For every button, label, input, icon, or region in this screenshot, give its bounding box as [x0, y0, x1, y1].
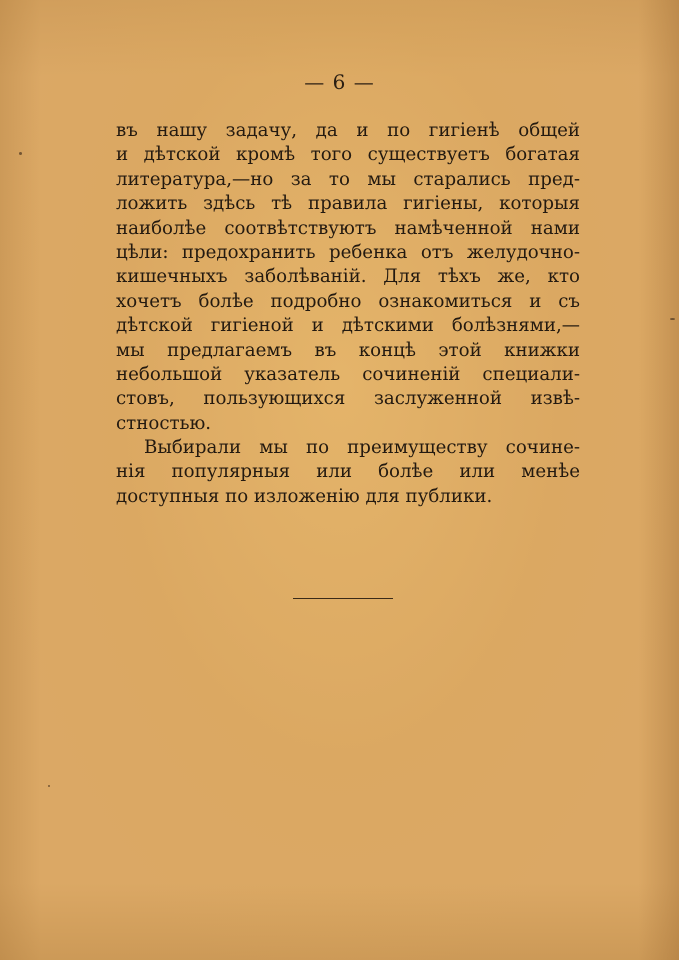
text-line: стовъ, пользующихся заслуженной извѣ-: [116, 388, 580, 410]
text-line: ложить здѣсь тѣ правила гигіены, которыя: [116, 193, 580, 215]
text-line: наиболѣе соотвѣтствуютъ намѣченной нами: [116, 217, 580, 239]
text-line: Выбирали мы по преимуществу сочине-: [144, 437, 580, 459]
text-line: доступныя по изложенію для публики.: [116, 485, 493, 507]
text-line: мы предлагаемъ въ концѣ этой книжки: [116, 339, 580, 361]
text-line: кишечныхъ заболѣваній. Для тѣхъ же, кто: [116, 266, 580, 288]
paragraph-2: [116, 436, 580, 509]
paper-speck: [48, 785, 50, 787]
paragraph-1: [116, 119, 580, 436]
text-line: хочетъ болѣе подробно ознакомиться и съ: [116, 290, 580, 312]
paper-speck: [19, 152, 22, 155]
text-line: небольшой указатель сочиненій специали-: [116, 363, 580, 385]
body-text: [116, 119, 580, 509]
paper-speck: [670, 318, 675, 320]
section-divider: [293, 598, 393, 599]
text-line: нія популярныя или болѣе или менѣе: [116, 461, 580, 483]
text-line: цѣли: предохранить ребенка отъ желудочно-: [116, 241, 580, 263]
text-line: и дѣтской кромѣ того существуетъ богатая: [116, 144, 580, 166]
text-line: стностью.: [116, 412, 212, 434]
text-line: въ нашу задачу, да и по гигіенѣ общей: [116, 120, 580, 141]
text-line: дѣтской гигіеной и дѣтскими болѣзнями,—: [116, 315, 580, 337]
page-number: — 6 —: [304, 70, 375, 94]
text-line: литература,—но за то мы старались пред-: [116, 168, 580, 190]
